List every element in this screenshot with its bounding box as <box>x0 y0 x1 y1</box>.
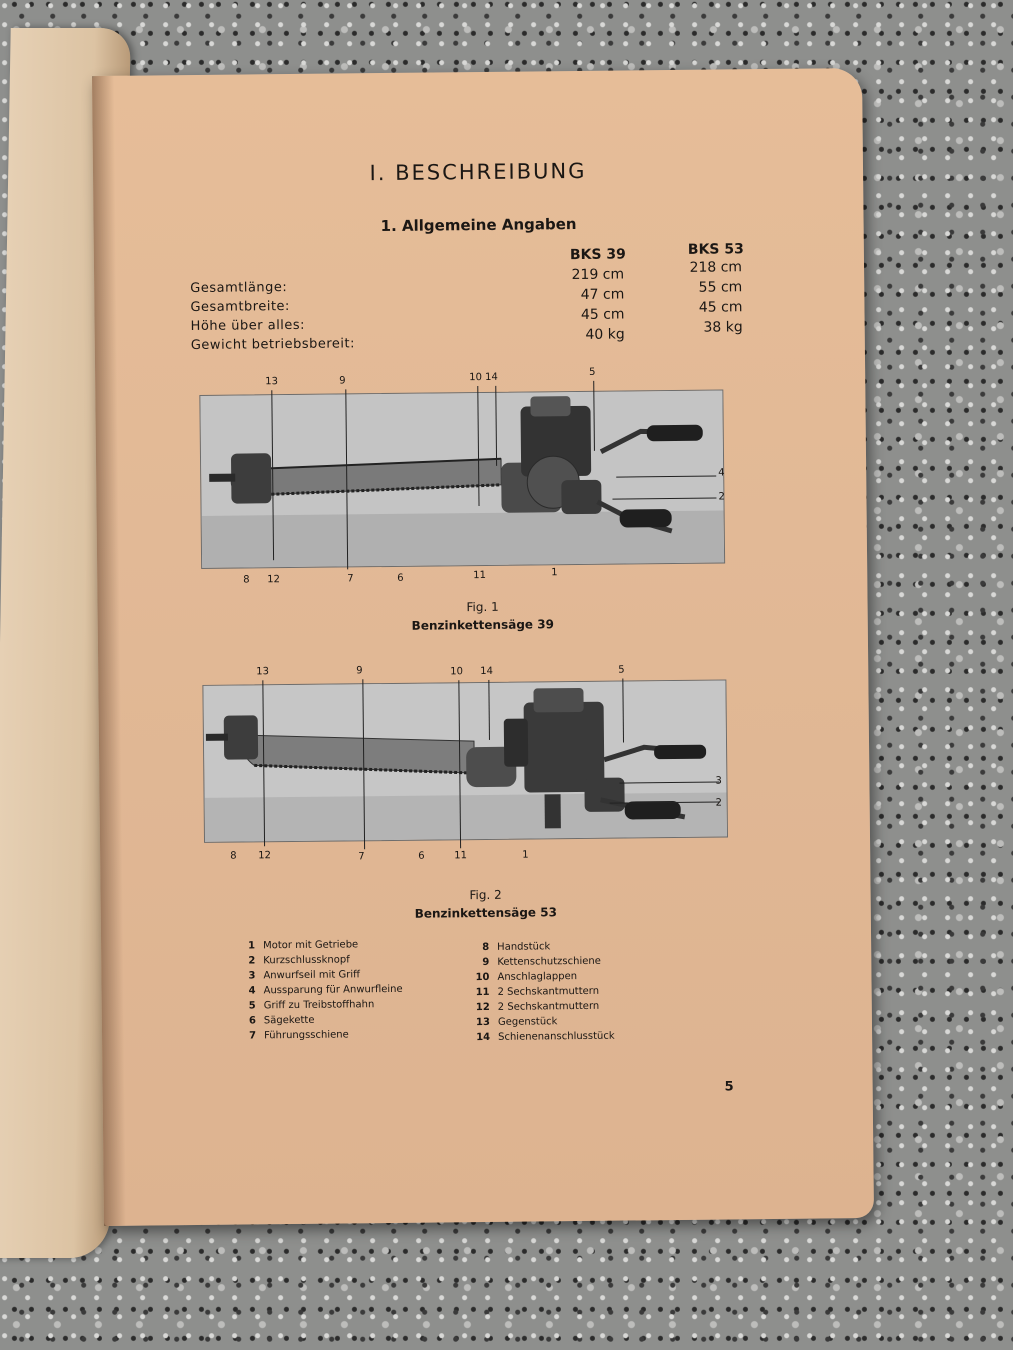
parts-legend-right <box>471 939 615 1045</box>
column-header-bks53: BKS 53 <box>687 241 744 258</box>
fig2-label-2: 2 <box>715 797 723 809</box>
parts-legend-left <box>237 937 403 1044</box>
fig1-label: Fig. 1 <box>466 599 499 615</box>
legend-item: 13 Gegenstück <box>475 1016 558 1029</box>
fig2-photo-chainsaw-53 <box>202 679 728 842</box>
fig2-label: Fig. 2 <box>469 887 502 903</box>
spec-value-bks39: 219 cm <box>571 266 625 284</box>
legend-item: 14 Schienenanschlusstück <box>476 1030 615 1044</box>
legend-item: 8 Handstück <box>482 941 551 954</box>
legend-item: 9 Kettenschutzschiene <box>482 955 601 969</box>
spec-value-bks53: 38 kg <box>703 319 743 336</box>
legend-item: 12 2 Sechskantmuttern <box>475 1000 600 1014</box>
legend-item: 7 Führungsschiene <box>249 1029 349 1042</box>
fig1-label-13: 13 <box>265 376 279 388</box>
fig2-label-14: 14 <box>480 665 494 678</box>
legend-item: 10 Anschlaglappen <box>475 971 578 984</box>
legend-item: 1 Motor mit Getriebe <box>248 939 359 952</box>
fig1-caption: Benzinkettensäge 39 <box>411 617 554 633</box>
page-number: 5 <box>724 1079 734 1095</box>
manual-page <box>92 68 874 1226</box>
fig2-label-5: 5 <box>618 664 625 676</box>
chainsaw-illustration <box>203 680 727 841</box>
legend-item: 2 Kurzschlussknopf <box>248 954 350 967</box>
fig2-label-8: 8 <box>230 850 237 862</box>
fig1-label-7: 7 <box>347 573 354 585</box>
column-header-bks39: BKS 39 <box>569 246 626 264</box>
fig2-label-11: 11 <box>454 850 467 862</box>
fig2-label-1: 1 <box>522 849 529 861</box>
fig1-label-2: 2 <box>718 491 725 503</box>
fig2-label-13: 13 <box>256 666 270 678</box>
spec-label: Gesamtlänge: <box>190 280 288 297</box>
spec-value-bks39: 45 cm <box>580 306 625 323</box>
spec-value-bks53: 45 cm <box>698 299 743 316</box>
fig2-label-3: 3 <box>715 775 722 787</box>
spec-value-bks53: 218 cm <box>689 259 743 276</box>
fig1-label-8: 8 <box>243 574 250 586</box>
fig1-label-6: 6 <box>397 572 404 584</box>
section-title: 1. Allgemeine Angaben <box>380 214 577 236</box>
fig1-label-11: 11 <box>473 569 487 582</box>
legend-item: 3 Anwurfseil mit Griff <box>248 969 361 982</box>
fig1-label-9: 9 <box>339 375 346 387</box>
fig2-label-12: 12 <box>258 850 271 862</box>
fig1-label-1: 1 <box>551 567 558 579</box>
fig2-label-10: 10 <box>450 666 464 678</box>
spec-value-bks39: 40 kg <box>585 326 625 343</box>
fig2-label-7: 7 <box>358 851 365 863</box>
fig2-caption: Benzinkettensäge 53 <box>414 905 557 921</box>
fig1-label-4: 4 <box>718 467 725 479</box>
spec-value-bks39: 47 cm <box>580 286 625 303</box>
spec-label: Höhe über alles: <box>190 317 306 335</box>
chainsaw-illustration <box>200 390 724 567</box>
fig2-label-6: 6 <box>418 850 425 862</box>
spec-label: Gesamtbreite: <box>190 299 290 316</box>
fig1-label-12: 12 <box>267 574 281 586</box>
legend-item: 4 Aussparung für Anwurfleine <box>248 983 403 997</box>
spec-label: Gewicht betriebsbereit: <box>190 336 356 354</box>
legend-item: 6 Sägekette <box>248 1014 315 1027</box>
legend-item: 11 2 Sechskantmuttern <box>475 985 600 999</box>
fig1-photo-chainsaw-39 <box>199 389 725 568</box>
legend-item: 5 Griff zu Treibstoffhahn <box>248 999 375 1012</box>
fig2-label-9: 9 <box>356 665 363 677</box>
spec-value-bks53: 55 cm <box>698 279 743 296</box>
chapter-title: I. BESCHREIBUNG <box>369 158 587 186</box>
fig1-label-10-14: 10 14 <box>469 371 498 384</box>
fig1-label-5: 5 <box>589 366 596 378</box>
